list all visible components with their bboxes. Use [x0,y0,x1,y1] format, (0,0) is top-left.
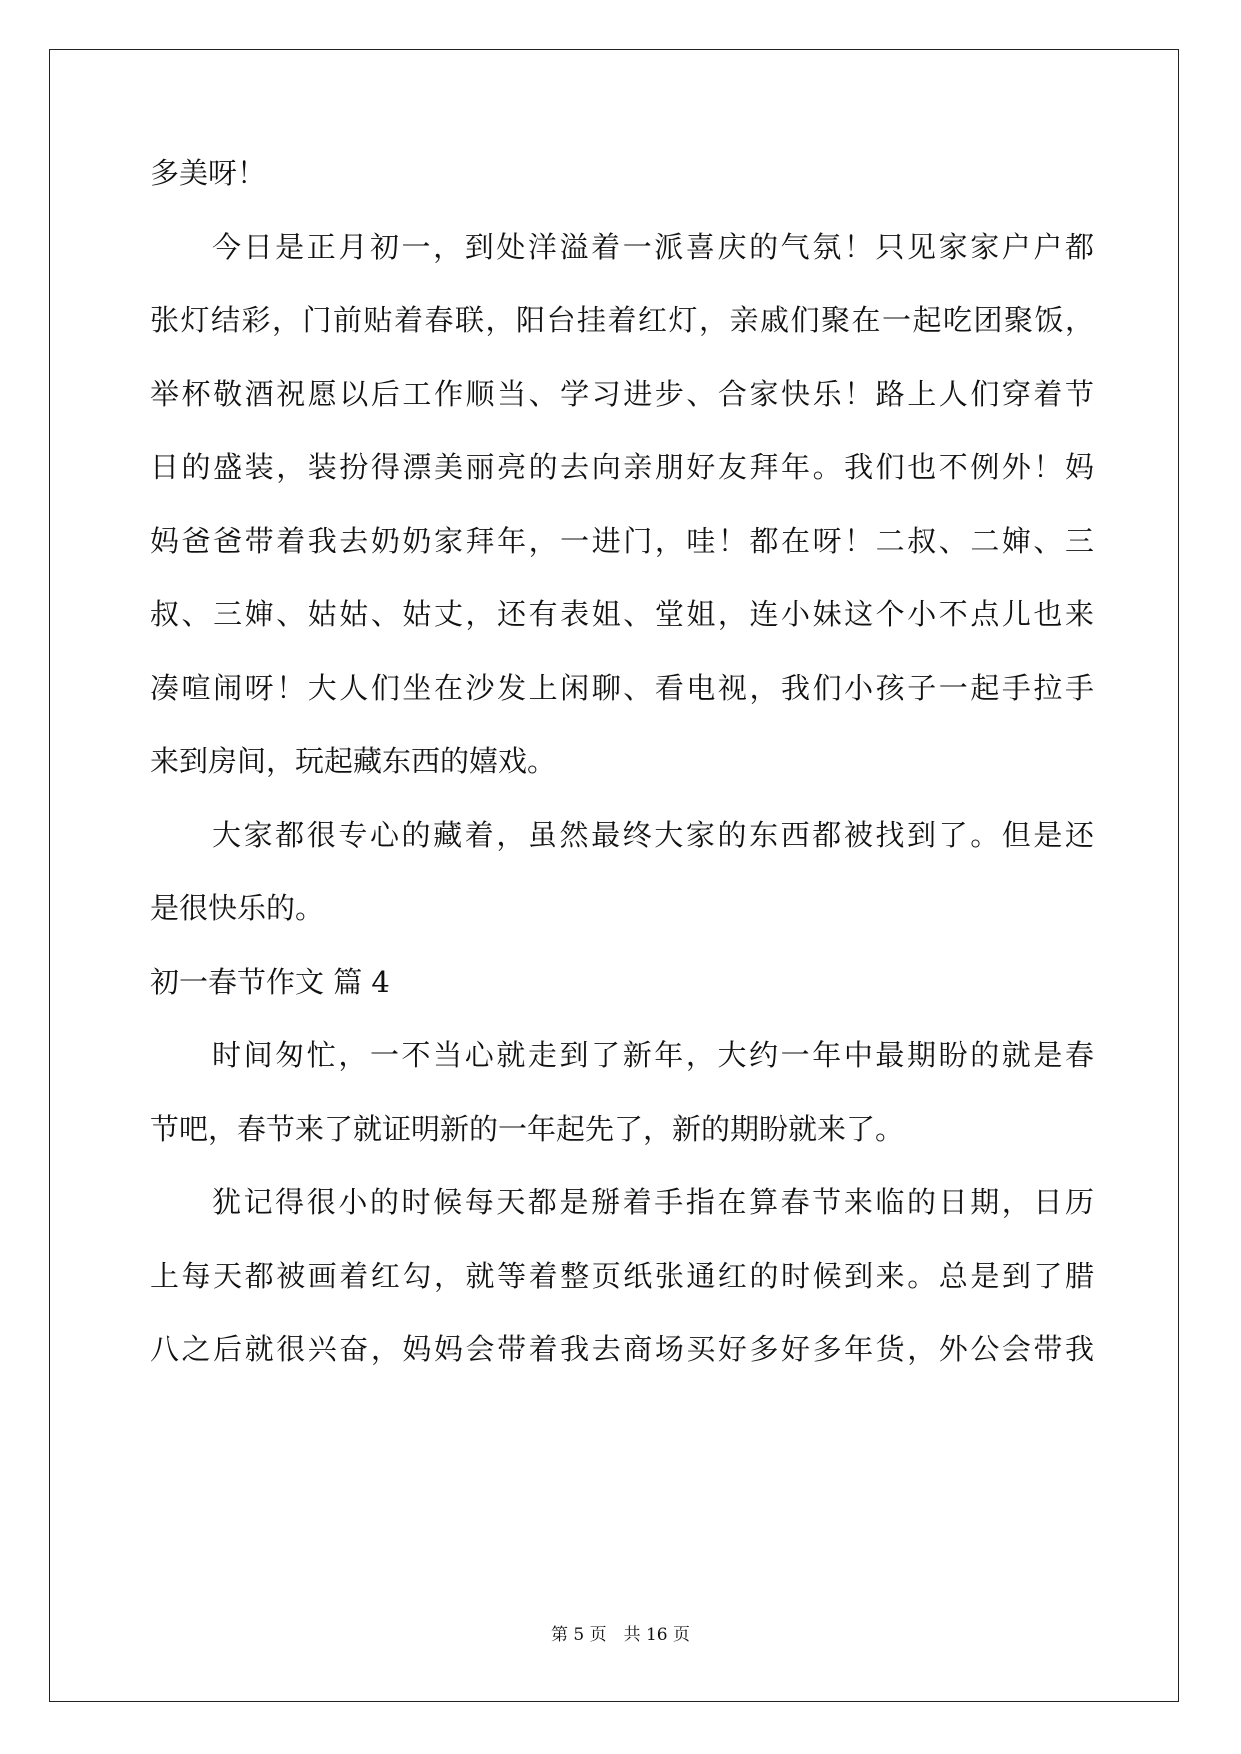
paragraph-1-line-1: 今日是正月初一，到处洋溢着一派喜庆的气氛！只见家家户户都 [212,230,1094,264]
page-border [49,49,1179,1702]
paragraph-1-line-7: 凑喧闹呀！大人们坐在沙发上闲聊、看电视，我们小孩子一起手拉手 [150,671,1094,705]
paragraph-4-line-2: 上每天都被画着红勾，就等着整页纸张通红的时候到来。总是到了腊 [150,1259,1094,1293]
paragraph-2-line-2: 是很快乐的。 [150,891,325,925]
paragraph-1-line-4: 日的盛装，装扮得漂美丽亮的去向亲朋好友拜年。我们也不例外！妈 [150,450,1094,484]
paragraph-1-line-8: 来到房间，玩起藏东西的嬉戏。 [150,744,557,778]
paragraph-4-line-3: 八之后就很兴奋，妈妈会带着我去商场买好多好多年货，外公会带我 [150,1332,1094,1366]
paragraph-1-line-2: 张灯结彩，门前贴着春联，阳台挂着红灯，亲戚们聚在一起吃团聚饭， [150,303,1094,337]
section-heading: 初一春节作文 篇 4 [150,965,390,999]
paragraph-3-line-2: 节吧，春节来了就证明新的一年起先了，新的期盼就来了。 [150,1112,905,1146]
paragraph-1-line-3: 举杯敬酒祝愿以后工作顺当、学习进步、合家快乐！路上人们穿着节 [150,377,1094,411]
paragraph-2-line-1: 大家都很专心的藏着，虽然最终大家的东西都被找到了。但是还 [212,818,1094,852]
page-number-footer: 第 5 页 共 16 页 [550,1625,691,1645]
paragraph-3-line-1: 时间匆忙，一不当心就走到了新年，大约一年中最期盼的就是春 [212,1038,1094,1072]
paragraph-1-line-5: 妈爸爸带着我去奶奶家拜年，一进门，哇！都在呀！二叔、二婶、三 [150,524,1094,558]
paragraph-4-line-1: 犹记得很小的时候每天都是掰着手指在算春节来临的日期，日历 [212,1185,1094,1219]
paragraph-1-line-6: 叔、三婶、姑姑、姑丈，还有表姐、堂姐，连小妹这个小不点儿也来 [150,597,1094,631]
text-line-1: 多美呀！ [150,156,267,190]
